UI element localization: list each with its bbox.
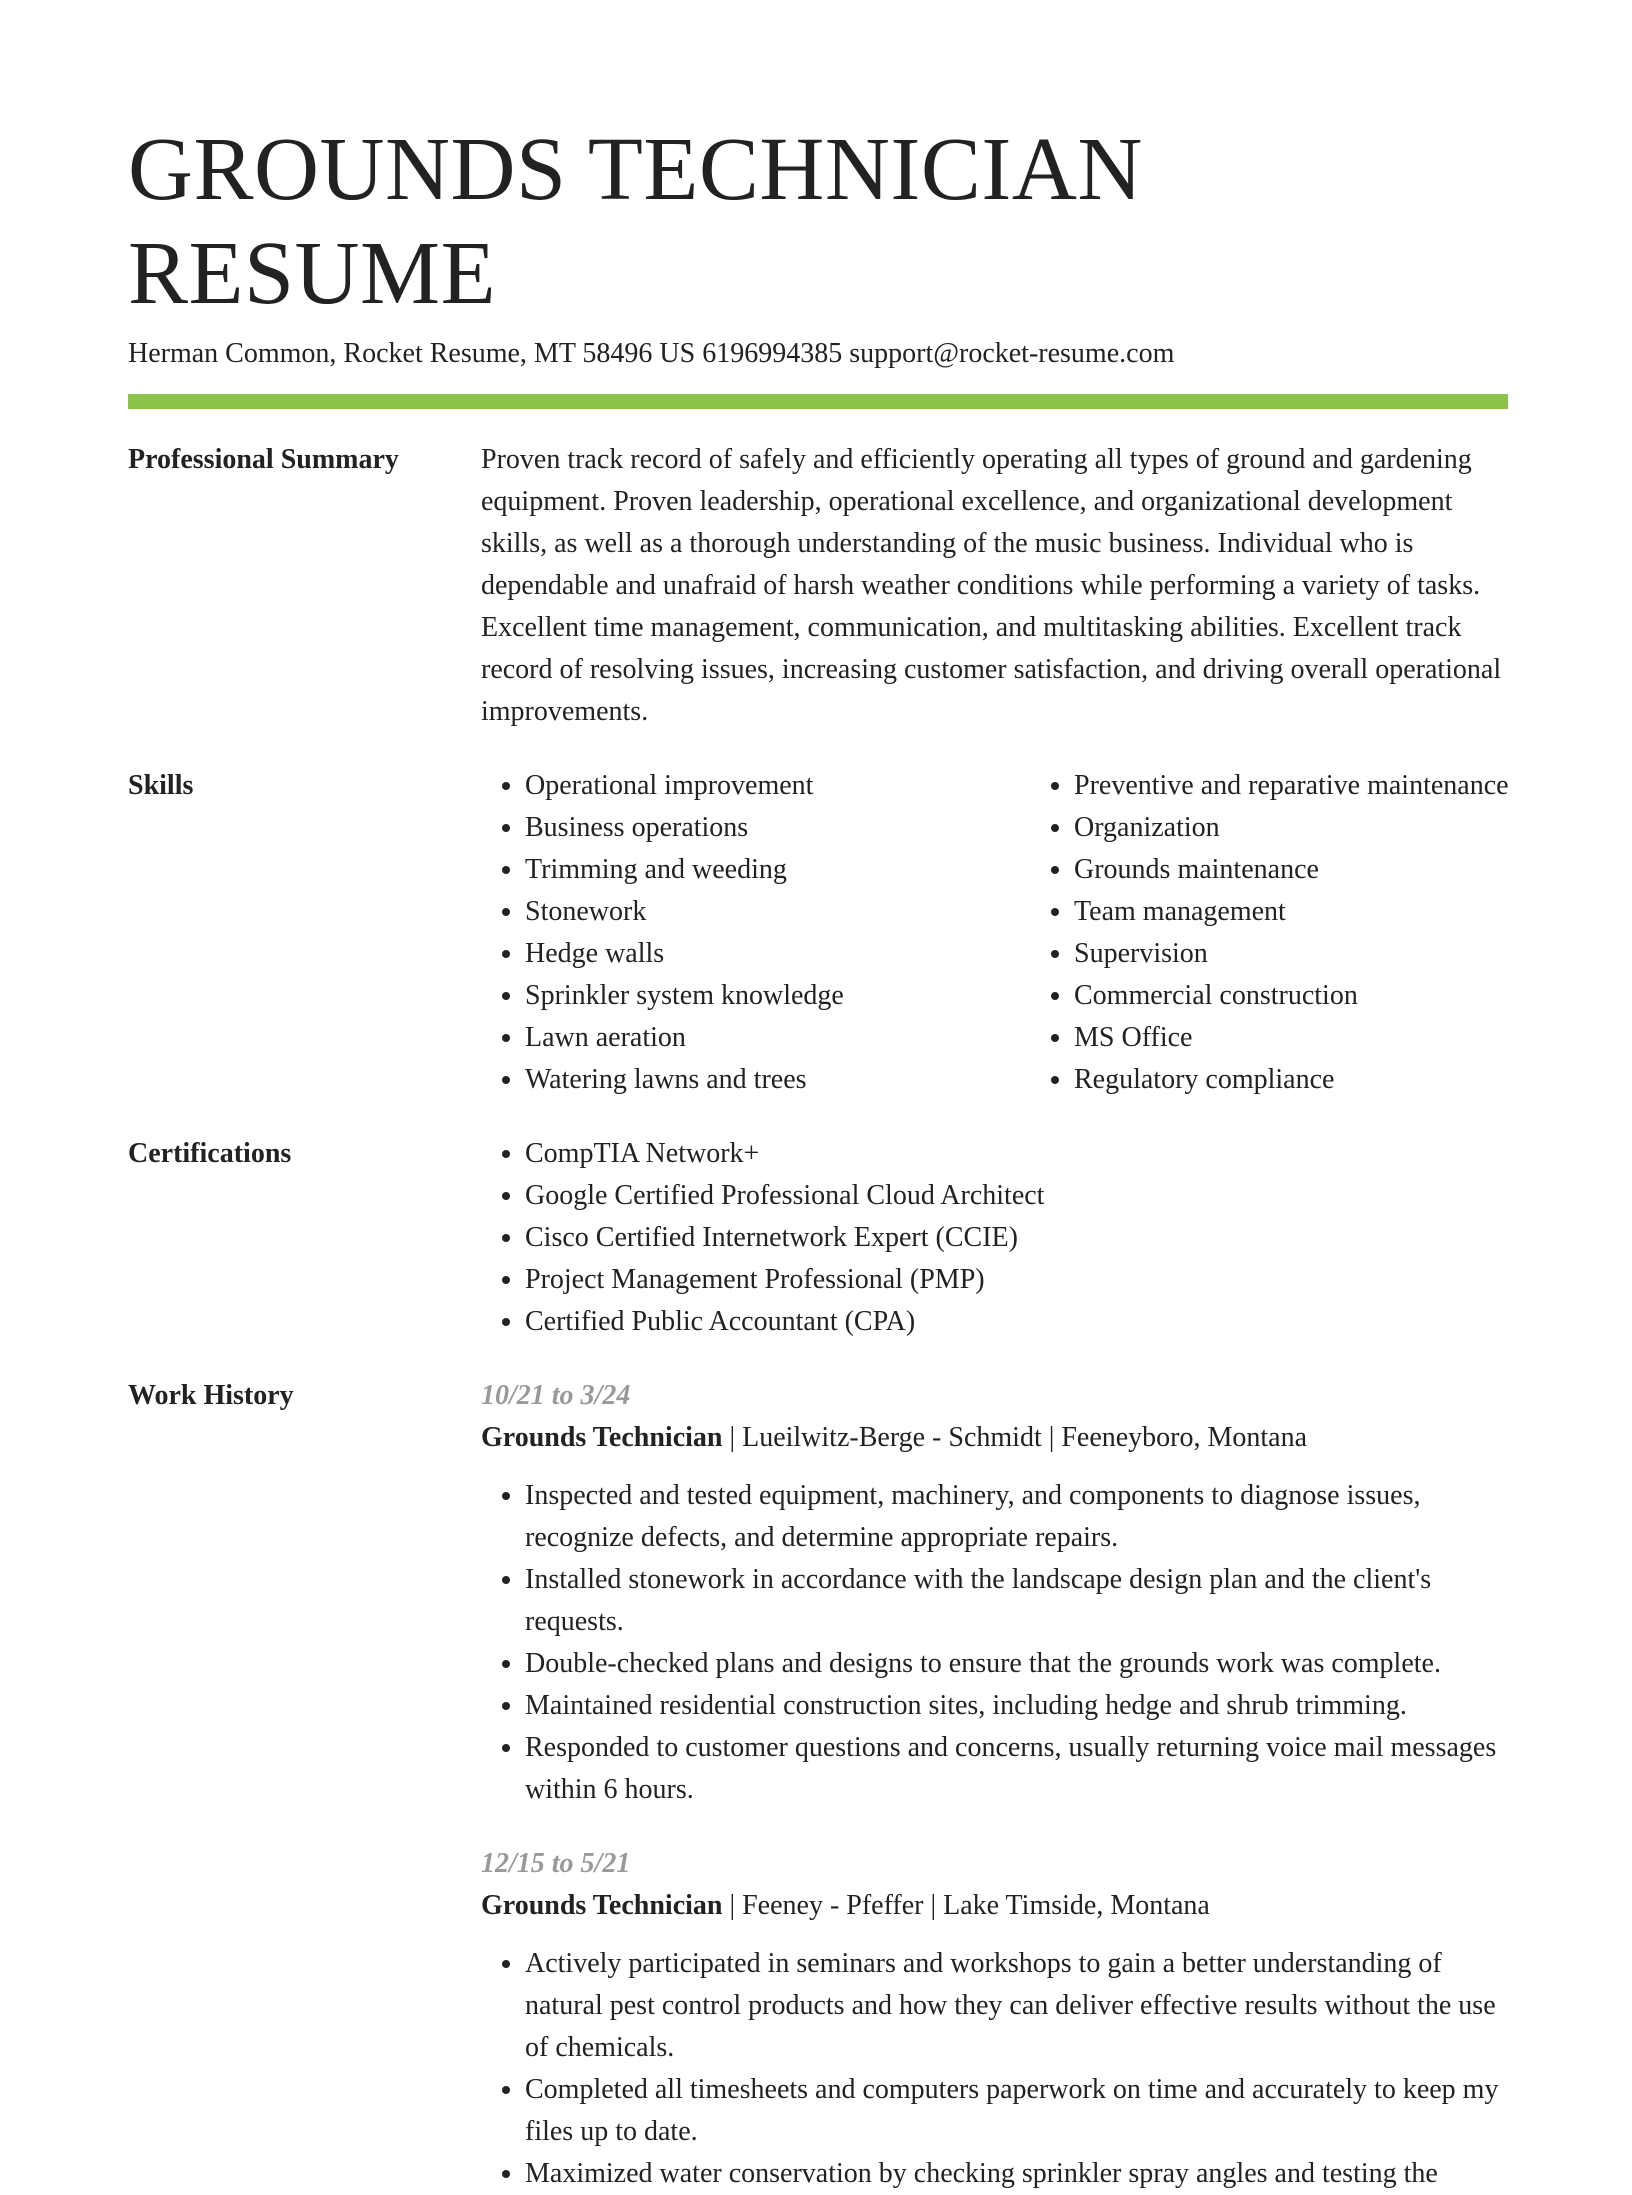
certification-item: • CompTIA Network+: [525, 1133, 1508, 1175]
section-label-work-history: Work History: [128, 1380, 294, 1411]
resume-title: GROUNDS TECHNICIAN RESUME: [128, 120, 1143, 323]
skill-item: • Preventive and reparative maintenance: [1074, 765, 1579, 807]
skill-item: • Team management: [1074, 891, 1579, 933]
skill-item: • Grounds maintenance: [1074, 849, 1579, 891]
work-history-body: [481, 1375, 1508, 2195]
job-entry: [481, 1375, 1508, 1811]
professional-summary-section: [128, 439, 1508, 733]
resume-page: [128, 118, 1508, 2195]
certifications-section: [128, 1133, 1508, 1343]
skill-item: • Operational improvement: [525, 765, 1030, 807]
certifications-body: [481, 1133, 1508, 1343]
contact-line: Herman Common, Rocket Resume, MT 58496 US 6196994385 support@rocket-resume.com: [128, 338, 1175, 369]
skill-item: • Business operations: [525, 807, 1030, 849]
job-bullets: [481, 1475, 1508, 1811]
certification-item: • Cisco Certified Internetwork Expert (CCIE): [525, 1217, 1508, 1259]
job-bullet: • Maintained residential construction sites, including hedge and shrub trimming.: [525, 1685, 1508, 1727]
certification-item: • Google Certified Professional Cloud Architect: [525, 1175, 1508, 1217]
accent-divider: [128, 394, 1508, 409]
skill-item: • Lawn aeration: [525, 1017, 1030, 1059]
skill-item: • Organization: [1074, 807, 1579, 849]
job-dates: 10/21 to 3/24: [481, 1380, 631, 1411]
job-role: Grounds Technician: [481, 1422, 723, 1453]
job-bullet: • Double-checked plans and designs to ensure that the grounds work was complete.: [525, 1643, 1508, 1685]
job-bullets: [481, 1943, 1508, 2195]
skill-item: • MS Office: [1074, 1017, 1579, 1059]
skills-list-left: [481, 765, 1030, 1101]
skill-item: • Stonework: [525, 891, 1030, 933]
skills-section: [128, 765, 1508, 1101]
job-bullet: • Responded to customer questions and concerns, usually returning voice mail messages within 6 hours.: [525, 1727, 1508, 1811]
skills-list-right: [1030, 765, 1579, 1101]
skill-item: • Trimming and weeding: [525, 849, 1030, 891]
job-bullet: • Maximized water conservation by checking sprinkler spray angles and testing the: [525, 2153, 1508, 2195]
skill-item: • Regulatory compliance: [1074, 1059, 1579, 1101]
summary-text: Proven track record of safely and efficiently operating all types of ground and gardening equipment. Proven leadership, operational excellence, and organizational development skills, as well as a thorough understanding of the music business. Individual who is dependable and unafraid of harsh weather conditions while performing a variety of tasks. Excellent time management, communication, and multitasking abilities. Excellent track record of resolving issues, increasing customer satisfaction, and driving overall operational improvements.: [481, 444, 1502, 727]
work-history-section: [128, 1375, 1508, 2195]
certifications-list: [481, 1133, 1508, 1343]
section-label-summary: Professional Summary: [128, 444, 399, 475]
skill-item: • Supervision: [1074, 933, 1579, 975]
job-employer-location: | Feeney - Pfeffer | Lake Timside, Montana: [722, 1890, 1210, 1921]
skill-item: • Commercial construction: [1074, 975, 1579, 1017]
certification-item: • Project Management Professional (PMP): [525, 1259, 1508, 1301]
job-dates: 12/15 to 5/21: [481, 1848, 631, 1879]
certification-item: • Certified Public Accountant (CPA): [525, 1301, 1508, 1343]
skill-item: • Sprinkler system knowledge: [525, 975, 1030, 1017]
job-employer-location: | Lueilwitz-Berge - Schmidt | Feeneyboro, Montana: [722, 1422, 1308, 1453]
job-role: Grounds Technician: [481, 1890, 723, 1921]
section-label-certifications: Certifications: [128, 1138, 292, 1169]
job-bullet: • Inspected and tested equipment, machinery, and components to diagnose issues, recognize defects, and determine appropriate repairs.: [525, 1475, 1508, 1559]
job-title-line: [481, 1885, 1508, 1927]
job-bullet: • Installed stonework in accordance with the landscape design plan and the client's requests.: [525, 1559, 1508, 1643]
section-label-skills: Skills: [128, 770, 194, 801]
skill-item: • Hedge walls: [525, 933, 1030, 975]
skill-item: • Watering lawns and trees: [525, 1059, 1030, 1101]
job-entry: [481, 1843, 1508, 2195]
job-title-line: [481, 1417, 1508, 1459]
skills-columns: [481, 765, 1579, 1101]
job-bullet: • Actively participated in seminars and workshops to gain a better understanding of natural pest control products and how they can deliver effective results without the use of chemicals.: [525, 1943, 1508, 2069]
job-bullet: • Completed all timesheets and computers paperwork on time and accurately to keep my files up to date.: [525, 2069, 1508, 2153]
